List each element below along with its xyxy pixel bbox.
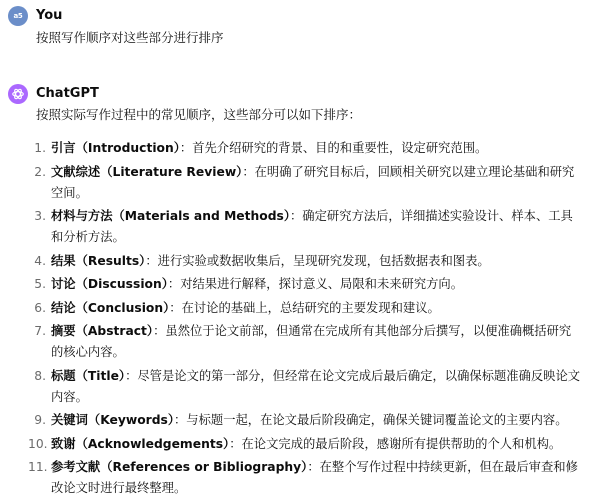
list-item-number: 2. <box>34 164 46 179</box>
assistant-sender-name: ChatGPT <box>36 86 99 101</box>
list-item-term: 致谢（Acknowledgements） <box>51 436 230 451</box>
list-item <box>36 251 581 272</box>
list-item-number: 4. <box>34 253 46 268</box>
list-item <box>36 410 581 431</box>
list-item <box>36 138 581 159</box>
list-item-term: 摘要（Abstract） <box>51 324 154 338</box>
list-item-description: ：首先介绍研究的背景、目的和重要性，设定研究范围。 <box>179 141 488 155</box>
list-item-description: ：对结果进行解释，探讨意义、局限和未来研究方向。 <box>167 277 464 291</box>
list-item-description: ：虽然位于论文前部，但通常在完成所有其他部分后撰写，以便准确概括研究的核心内容。 <box>51 324 572 359</box>
list-item-term: 参考文献（References or Bibliography） <box>51 460 308 474</box>
list-item <box>28 457 581 499</box>
list-item-description: ：进行实验或数据收集后，呈现研究发现，包括数据表和图表。 <box>145 253 490 268</box>
list-item-description: ：在明确了研究目标后，回顾相关研究以建立理论基础和研究空间。 <box>51 164 575 200</box>
list-item-term: 结论（Conclusion） <box>51 300 170 315</box>
list-item <box>36 206 581 248</box>
list-item-term: 关键词（Keywords） <box>51 413 174 427</box>
assistant-message-header <box>8 84 581 104</box>
list-item-description: ：确定研究方法后，详细描述实验设计、样本、工具和分析方法。 <box>51 209 573 244</box>
list-item <box>36 274 581 295</box>
list-item <box>36 162 581 204</box>
list-item-description: ：在整个写作过程中持续更新，但在最后审查和修改论文时进行最终整理。 <box>51 460 578 495</box>
list-item <box>36 366 581 408</box>
list-item-description: ：与标题一起，在论文最后阶段确定，确保关键词覆盖论文的主要内容。 <box>174 413 568 427</box>
list-item-number: 6. <box>34 300 46 315</box>
list-item-term: 标题（Title） <box>51 368 126 383</box>
list-item-description: ：尽管是论文的第一部分，但经常在论文完成后最后确定，以确保标题准确反映论文内容。 <box>51 368 581 404</box>
list-item-term: 结果（Results） <box>51 253 146 268</box>
assistant-message <box>8 84 581 502</box>
list-item-number: 5. <box>34 277 46 291</box>
openai-logo-icon <box>8 84 28 104</box>
list-item <box>36 298 581 319</box>
list-item-number: 3. <box>34 209 46 223</box>
list-item-number: 9. <box>34 413 46 427</box>
list-item <box>28 434 581 455</box>
list-item-number: 11. <box>28 460 48 474</box>
list-item <box>36 321 581 363</box>
user-avatar: a5 <box>8 6 28 26</box>
list-item-term: 材料与方法（Materials and Methods） <box>51 209 290 223</box>
list-item-description: ：在讨论的基础上，总结研究的主要发现和建议。 <box>169 300 440 315</box>
user-message-text: 按照写作顺序对这些部分进行排序 <box>36 30 224 45</box>
user-message-header <box>8 6 581 26</box>
list-item-term: 讨论（Discussion） <box>51 277 168 291</box>
list-item-description: ：在论文完成的最后阶段，感谢所有提供帮助的个人和机构。 <box>229 436 562 451</box>
list-item-number: 7. <box>34 324 46 338</box>
list-item-term: 文献综述（Literature Review） <box>51 164 243 179</box>
assistant-intro-text: 按照实际写作过程中的常见顺序，这些部分可以如下排序： <box>36 107 362 122</box>
user-sender-name: You <box>36 8 63 23</box>
list-item-number: 10. <box>28 436 48 451</box>
list-item-number: 1. <box>34 141 46 155</box>
ordered-section-list <box>8 138 581 499</box>
user-message <box>8 6 581 48</box>
list-item-term: 引言（Introduction） <box>51 141 180 155</box>
list-item-number: 8. <box>34 368 46 383</box>
